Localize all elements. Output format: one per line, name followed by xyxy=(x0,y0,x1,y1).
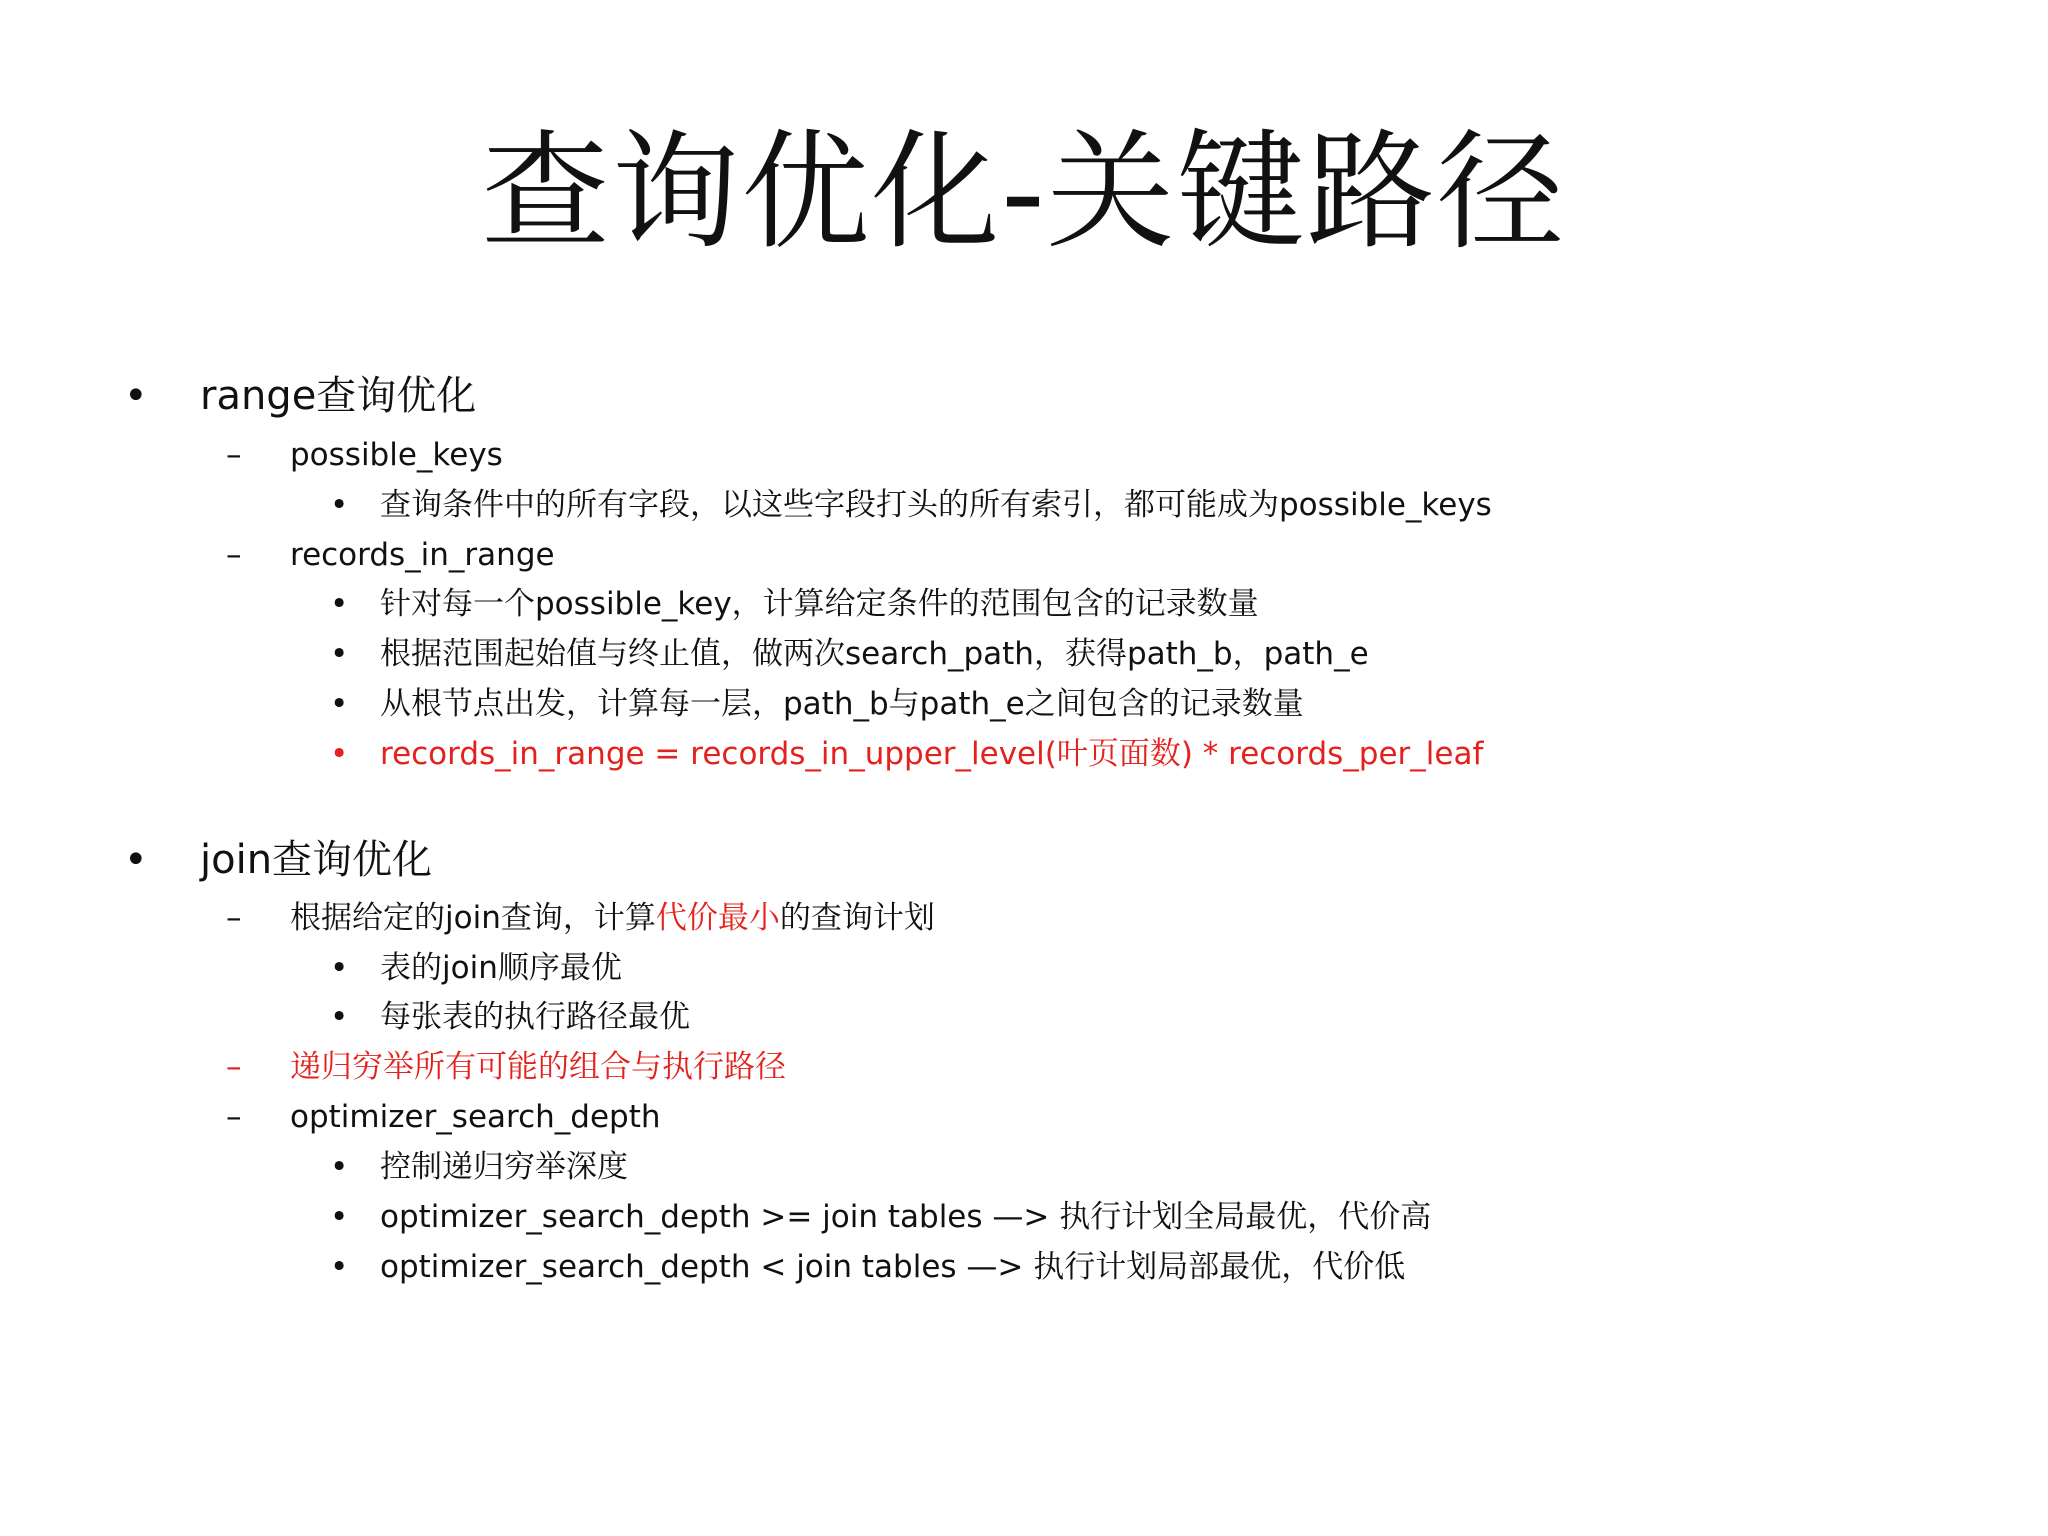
bullet-l3: • xyxy=(330,586,349,622)
subitem-records-3: 从根节点出发，计算每一层，path_b与path_e之间包含的记录数量 xyxy=(380,686,1304,722)
slide-title: 查询优化-关键路径 xyxy=(481,118,1567,267)
subitem-depth-lt: optimizer_search_depth < join tables —> 执行计划局部最优，代价低 xyxy=(380,1249,1406,1285)
item-optimizer-search-depth: optimizer_search_depth xyxy=(290,1099,661,1135)
dash-l2: – xyxy=(226,437,242,473)
dash-l2: – xyxy=(226,537,242,573)
subitem-records-formula: records_in_range = records_in_upper_level(叶页面数) * records_per_leaf xyxy=(380,736,1484,772)
bullet-l3: • xyxy=(330,950,349,986)
bullet-l3: • xyxy=(330,1199,349,1235)
subitem-join-order: 表的join顺序最优 xyxy=(380,950,622,986)
bullet-l3: • xyxy=(330,1249,349,1285)
bullet-l3-red: • xyxy=(330,736,349,772)
subitem-depth-ge: optimizer_search_depth >= join tables —> 执行计划全局最优，代价高 xyxy=(380,1199,1432,1235)
item-join-plan-part-1: 根据给定的join查询，计算 xyxy=(290,900,656,936)
bullet-l3: • xyxy=(330,487,349,523)
bullet-l3: • xyxy=(330,999,349,1035)
subitem-records-1: 针对每一个possible_key，计算给定条件的范围包含的记录数量 xyxy=(380,586,1259,622)
bullet-l1: • xyxy=(124,837,148,883)
dash-l2: – xyxy=(226,900,242,936)
item-join-plan-part-3: 的查询计划 xyxy=(779,900,935,936)
item-records-in-range: records_in_range xyxy=(290,537,555,573)
bullet-l1: • xyxy=(124,373,148,419)
dash-l2: – xyxy=(226,1099,242,1135)
subitem-records-2: 根据范围起始值与终止值，做两次search_path，获得path_b，path_e xyxy=(380,636,1369,672)
bullet-l3: • xyxy=(330,636,349,672)
bullet-l3: • xyxy=(330,1149,349,1185)
bullet-l3: • xyxy=(330,686,349,722)
item-recursive-enum: 递归穷举所有可能的组合与执行路径 xyxy=(290,1049,786,1085)
section-heading-join: join查询优化 xyxy=(200,837,433,883)
dash-l2-red: – xyxy=(226,1049,242,1085)
subitem-possible-keys-desc: 查询条件中的所有字段，以这些字段打头的所有索引，都可能成为possible_keys xyxy=(380,487,1492,523)
subitem-depth-control: 控制递归穷举深度 xyxy=(380,1149,628,1185)
item-join-plan-part-highlight: 代价最小 xyxy=(655,900,780,936)
item-possible-keys: possible_keys xyxy=(290,437,503,473)
item-join-plan xyxy=(290,898,935,938)
section-heading-range: range查询优化 xyxy=(200,373,477,419)
subitem-exec-path: 每张表的执行路径最优 xyxy=(380,999,690,1035)
